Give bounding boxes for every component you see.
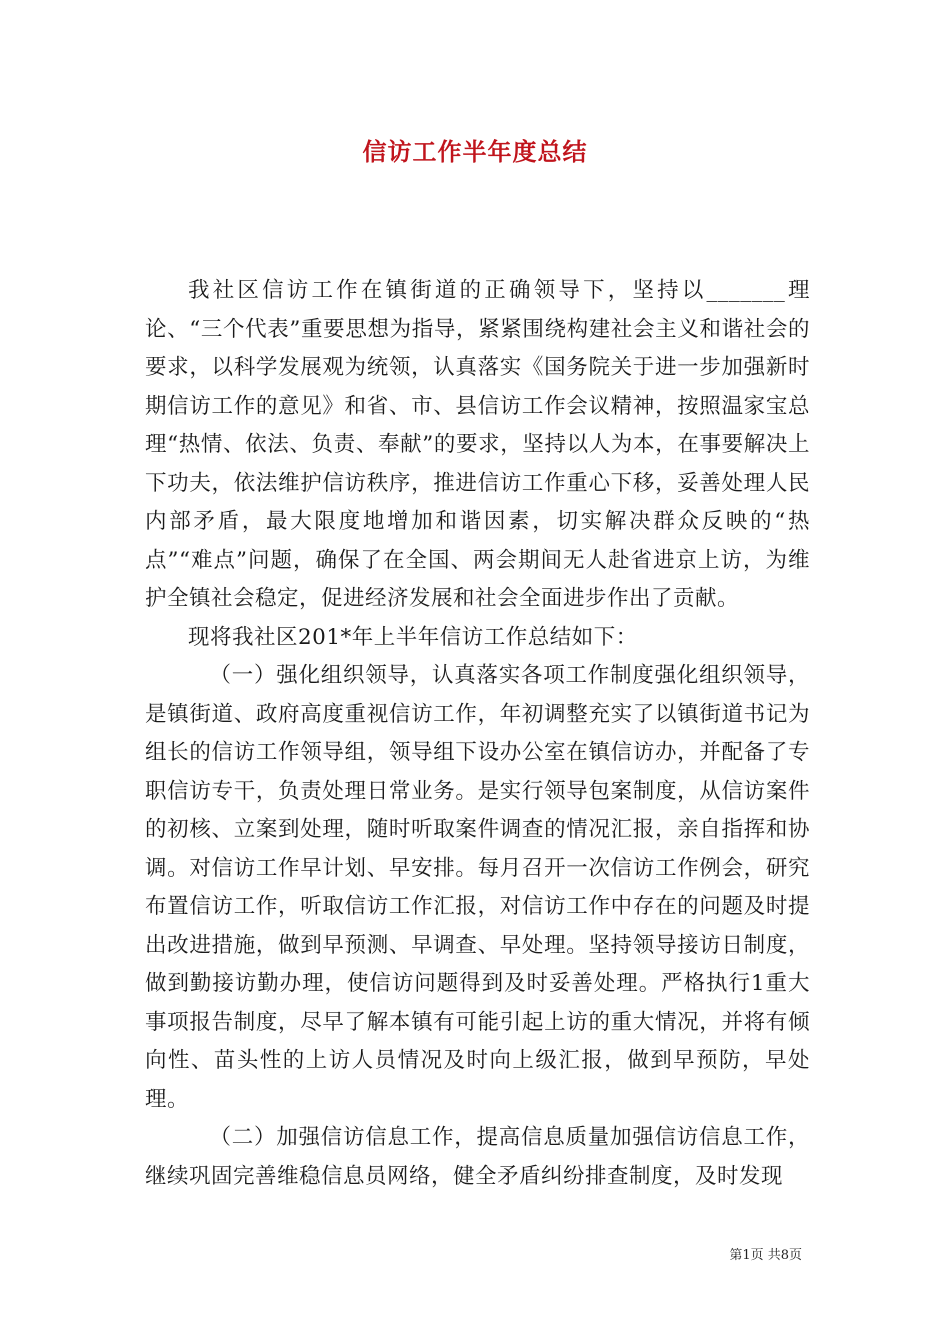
document-body (145, 272, 810, 1196)
paragraph-section-1: （一）强化组织领导，认真落实各项工作制度强化组织领导，是镇街道、政府高度重视信访工作，年初调整充实了以镇街道书记为组长的信访工作领导组，领导组下设办公室在镇信访办，并配备了专职信访专干，负责处理日常业务。是实行领导包案制度，从信访案件的初核、立案到处理，随时听取案件调查的情况汇报，亲自指挥和协调。对信访工作早计划、早安排。每月召开一次信访工作例会，研究布置信访工作，听取信访工作汇报，对信访工作中存在的问题及时提出改进措施，做到早预测、早调查、早处理。坚持领导接访日制度，做到勤接访勤办理，使信访问题得到及时妥善处理。严格执行1重大事项报告制度，尽早了解本镇有可能引起上访的重大情况，并将有倾向性、苗头性的上访人员情况及时向上级汇报，做到早预防，早处理。 (145, 663, 810, 1112)
paragraph-intro: 我社区信访工作在镇街道的正确领导下，坚持以_______理论、“三个代表”重要思想为指导，紧紧围绕构建社会主义和谐社会的要求，以科学发展观为统领，认真落实《国务院关于进一步加强新时期信访工作的意见》和省、市、县信访工作会议精神，按照温家宝总理“热情、依法、负责、奉献”的要求，坚持以人为本，在事要解决上下功夫，依法维护信访秩序，推进信访工作重心下移，妥善处理人民内部矛盾，最大限度地增加和谐因素，切实解决群众反映的“热点”“难点”问题，确保了在全国、两会期间无人赴省进京上访，为维护全镇社会稳定，促进经济发展和社会全面进步作出了贡献。 (145, 278, 810, 611)
document-title: 信访工作半年度总结 (362, 137, 588, 166)
paragraph-summary-lead: 现将我社区201*年上半年信访工作总结如下： (188, 624, 638, 650)
page-number-footer: 第1页 共8页 (729, 1248, 802, 1263)
paragraph-section-2: （二）加强信访信息工作，提高信息质量加强信访信息工作，继续巩固完善维稳信息员网络，健全矛盾纠纷排查制度，及时发现 (145, 1125, 810, 1189)
